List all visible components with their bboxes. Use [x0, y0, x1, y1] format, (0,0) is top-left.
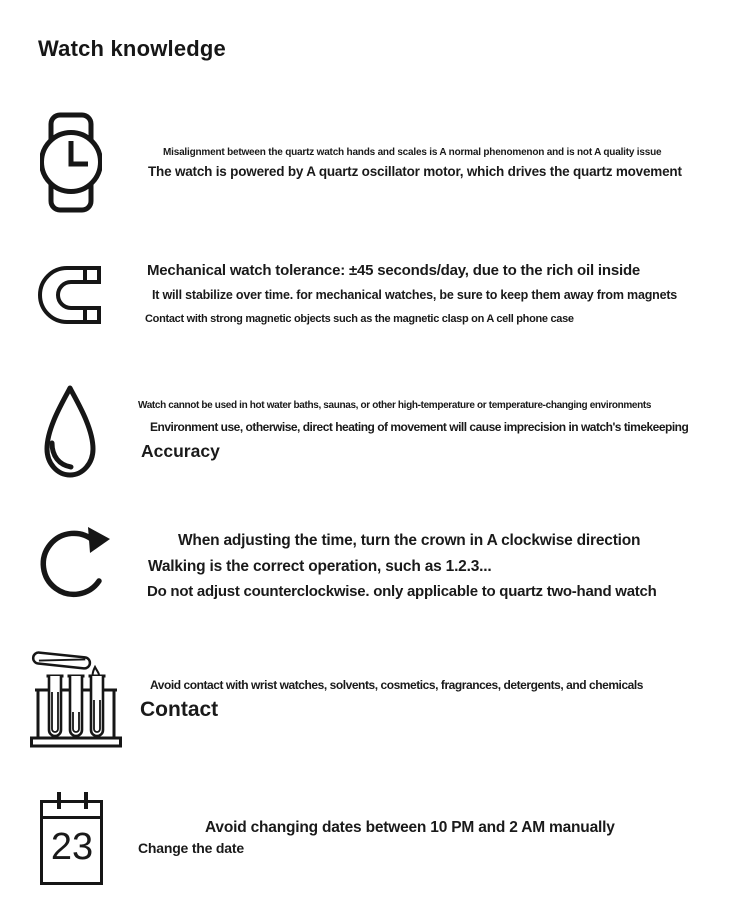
chemicals-warning-note: Avoid contact with wrist watches, solvents, cosmetics, fragrances, detergents, and chemicals — [150, 678, 643, 692]
clockwise-adjust-note: When adjusting the time, turn the crown in A clockwise direction — [178, 532, 641, 549]
accuracy-heading: Accuracy — [141, 441, 220, 461]
page-title: Watch knowledge — [38, 36, 226, 61]
counterclockwise-warning-note: Do not adjust counterclockwise. only applicable to quartz two-hand watch — [147, 583, 657, 600]
magnet-contact-note: Contact with strong magnetic objects such as the magnetic clasp on A cell phone case — [145, 313, 574, 325]
calendar-day-number: 23 — [50, 825, 94, 868]
environment-use-note: Environment use, otherwise, direct heating of movement will cause imprecision in watch's timekeeping — [150, 420, 689, 434]
wristwatch-icon — [40, 112, 102, 218]
walking-operation-note: Walking is the correct operation, such as 1.2.3... — [148, 558, 492, 575]
test-tubes-icon — [30, 645, 122, 753]
calendar-ring-icon — [84, 792, 88, 809]
calendar-header — [43, 803, 100, 819]
calendar-ring-icon — [57, 792, 61, 809]
misalignment-note: Misalignment between the quartz watch hands and scales is A normal phenomenon and is not A quality issue — [163, 147, 662, 158]
magnet-tolerance-heading: Mechanical watch tolerance: ±45 seconds/day, due to the rich oil inside — [147, 262, 641, 279]
contact-heading: Contact — [140, 698, 219, 721]
quartz-movement-note: The watch is powered by A quartz oscillator motor, which drives the quartz movement — [148, 164, 682, 179]
date-change-warning-note: Avoid changing dates between 10 PM and 2 AM manually — [205, 819, 615, 836]
water-drop-icon — [38, 384, 102, 491]
hot-water-warning-note: Watch cannot be used in hot water baths, saunas, or other high-temperature or temperature-changing environments — [138, 400, 652, 411]
clockwise-arrow-icon — [36, 524, 112, 607]
change-date-heading: Change the date — [138, 840, 244, 856]
magnet-stabilize-note: It will stabilize over time. for mechanical watches, be sure to keep them away from magnets — [152, 288, 678, 302]
magnet-icon — [38, 264, 102, 331]
